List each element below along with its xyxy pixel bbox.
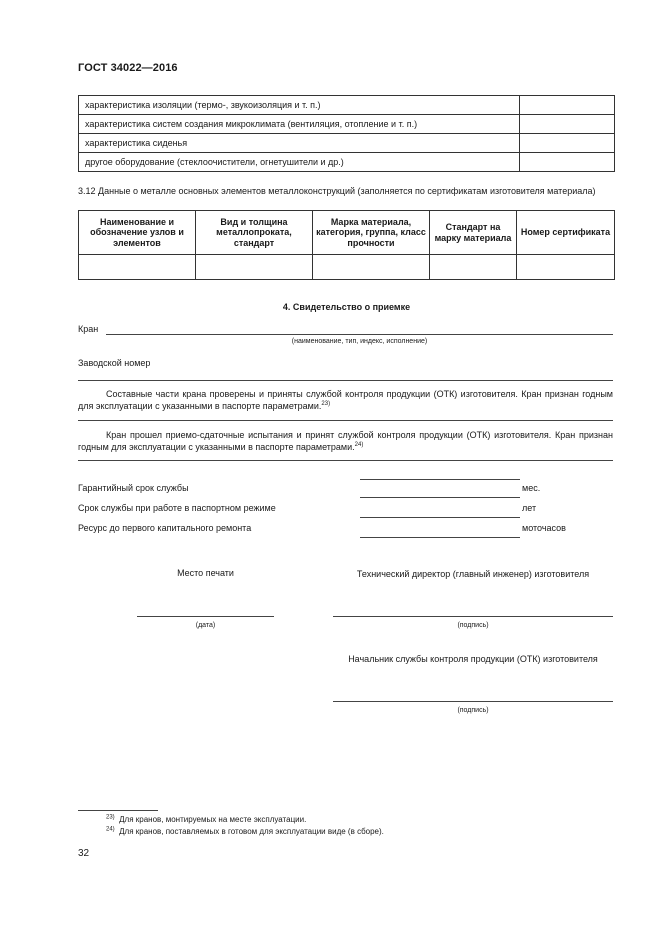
section-4-title: 4. Свидетельство о приемке <box>282 302 411 312</box>
service-life-unit: лет <box>522 503 537 513</box>
table-row <box>79 153 615 172</box>
table-cell: характеристика сиденья <box>79 134 520 153</box>
footnote-ref: 23) <box>321 401 331 407</box>
table-row <box>79 255 615 280</box>
warranty-label: Гарантийный срок службы <box>78 483 189 493</box>
table-cell-empty <box>520 115 615 134</box>
service-life-label: Срок службы при работе в паспортном режиме <box>78 503 276 513</box>
paragraph-text: Составные части крана проверены и приняты службой контроля продукции (ОТК) изготовителя. Кран признан годным для эксплуатации с указанными в паспорте параметрами. <box>78 389 613 411</box>
paragraph-1-line[interactable] <box>78 420 613 421</box>
column-header: Наименование и обозначение узлов и элементов <box>79 211 196 255</box>
footnote-text: Для кранов, поставляемых в готовом для эксплуатации виде (в сборе). <box>119 827 384 836</box>
page-number: 32 <box>78 848 90 859</box>
acceptance-paragraph-2 <box>78 429 613 453</box>
table-cell: характеристика систем создания микроклимата (вентиляция, отопление и т. п.) <box>79 115 520 134</box>
table-cell: характеристика изоляции (термо-, звукоизоляция и т. п.) <box>79 96 520 115</box>
column-header: Номер сертификата <box>517 211 615 255</box>
serial-number-input-line[interactable] <box>78 380 613 381</box>
paragraph-text: Кран прошел приемо-сдаточные испытания и принят службой контроля продукции (ОТК) изготовителя. Кран признан годным для эксплуатации с указанными в паспорте параметрами. <box>78 430 613 452</box>
column-header: Марка материала, категория, группа, класс прочности <box>313 211 430 255</box>
footnote-text: Для кранов, монтируемых на месте эксплуатации. <box>119 815 307 824</box>
table-cell-empty <box>79 255 196 280</box>
warranty-unit: мес. <box>522 483 541 493</box>
document-header: ГОСТ 34022—2016 <box>78 62 178 74</box>
resource-label: Ресурс до первого капитального ремонта <box>78 523 252 533</box>
crane-input-line[interactable] <box>106 334 613 335</box>
footnote-separator <box>78 810 158 811</box>
footnote-24 <box>106 827 384 836</box>
table-cell-empty <box>520 96 615 115</box>
date-input-line[interactable] <box>137 616 274 617</box>
table-cell: другое оборудование (стеклоочистители, огнетушители и др.) <box>79 153 520 172</box>
footnote-number: 23) <box>106 814 115 821</box>
paragraph-2-line[interactable] <box>78 460 613 461</box>
otk-head-label: Начальник службы контроля продукции (ОТК) изготовителя <box>348 654 598 664</box>
equipment-characteristics-table <box>78 95 615 172</box>
table-cell-empty <box>430 255 517 280</box>
table-row <box>79 134 615 153</box>
metal-data-table <box>78 210 615 280</box>
resource-unit: моточасов <box>522 523 566 533</box>
section-3-12-text: 3.12 Данные о металле основных элементов металлоконструкций (заполняется по сертификатам изготовителя материала) <box>78 186 596 196</box>
service-life-input-line[interactable] <box>360 517 520 518</box>
footnote-23 <box>106 815 306 824</box>
term-top-line <box>360 479 520 480</box>
table-row <box>79 115 615 134</box>
acceptance-paragraph-1 <box>78 388 613 412</box>
resource-input-line[interactable] <box>360 537 520 538</box>
footnote-number: 24) <box>106 826 115 833</box>
footnote-ref: 24) <box>354 442 364 448</box>
column-header: Стандарт на марку материала <box>430 211 517 255</box>
otk-head-signature-line[interactable] <box>333 701 613 702</box>
table-cell-empty <box>196 255 313 280</box>
crane-label: Кран <box>78 324 99 334</box>
crane-caption: (наименование, тип, индекс, исполнение) <box>291 338 428 345</box>
signature-caption: (подпись) <box>457 707 489 714</box>
table-cell-empty <box>520 153 615 172</box>
signature-caption: (подпись) <box>457 622 489 629</box>
table-header-row <box>79 211 615 255</box>
serial-number-label: Заводской номер <box>78 358 151 368</box>
table-cell-empty <box>313 255 430 280</box>
column-header: Вид и толщина металлопроката, стандарт <box>196 211 313 255</box>
table-cell-empty <box>520 134 615 153</box>
date-caption: (дата) <box>195 622 216 629</box>
table-row <box>79 96 615 115</box>
tech-director-label: Технический директор (главный инженер) изготовителя <box>356 569 590 579</box>
warranty-input-line[interactable] <box>360 497 520 498</box>
tech-director-signature-line[interactable] <box>333 616 613 617</box>
stamp-place-label: Место печати <box>177 568 234 578</box>
table-cell-empty <box>517 255 615 280</box>
